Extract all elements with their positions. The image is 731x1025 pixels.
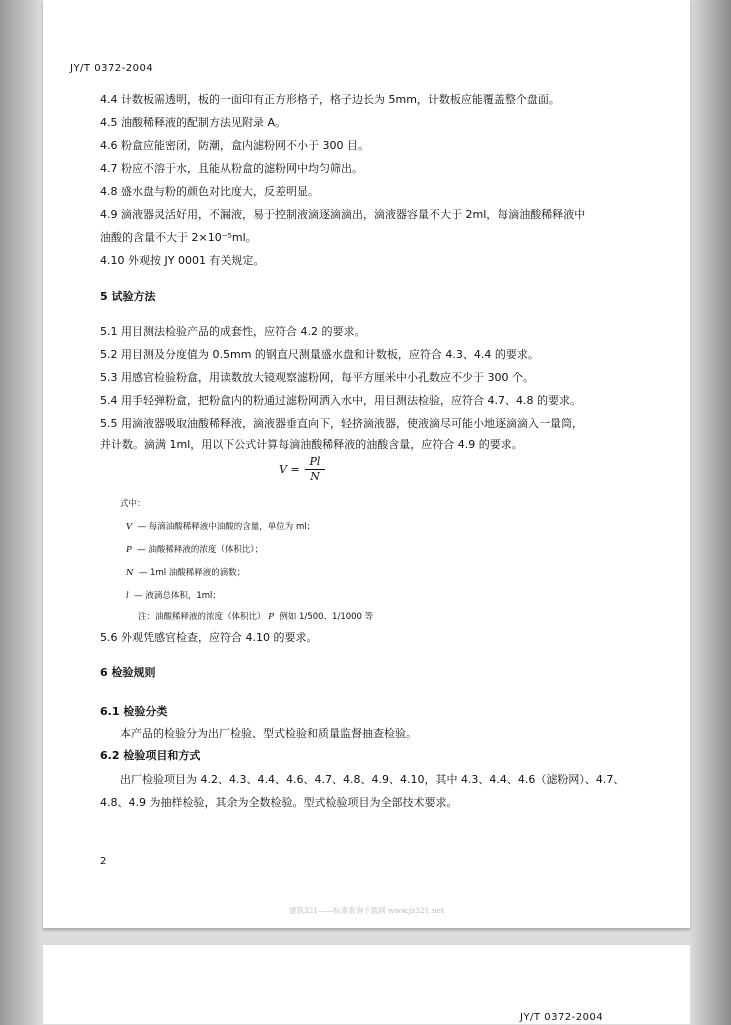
clause-4-9: 4.9 滴液器灵活好用，不漏液，易于控制液滴逐滴滴出，滴液器容量不大于 2ml，每滴油酸稀释液中	[100, 208, 586, 221]
where-item-n: N — 1ml 油酸稀释液的滴数；	[126, 568, 246, 578]
next-page	[43, 945, 690, 1024]
formula-lhs: V =	[279, 463, 300, 476]
clause-5-6: 5.6 外观凭感官检查，应符合 4.10 的要求。	[100, 631, 318, 644]
subsection-6-2-title: 6.2 检验项目和方式	[100, 749, 201, 762]
subsection-6-2-text-1: 出厂检验项目为 4.2、4.3、4.4、4.6、4.7、4.8、4.9、4.10，其中 4.3、4.4、4.6（滤粉网）、4.7、	[120, 773, 625, 786]
clause-4-4: 4.4 计数板需透明，板的一面印有正方形格子，格子边长为 5mm，计数板应能覆盖整个盘面。	[100, 93, 560, 106]
where-item-p: P — 油酸稀释液的浓度（体积比）；	[126, 545, 264, 555]
clause-5-5: 5.5 用滴液器吸取油酸稀释液，滴液器垂直向下，轻挤滴液器，使液滴尽可能小地逐滴滴入一量筒，	[100, 417, 583, 430]
where-item-v: V — 每滴油酸稀释液中油酸的含量，单位为 ml；	[126, 522, 316, 532]
note: 注：油酸稀释液的浓度（体积比） P 例如 1/500、1/1000 等	[138, 612, 374, 622]
document-page	[43, 0, 690, 928]
formula-numerator: Pl	[309, 455, 321, 468]
clause-4-10: 4.10 外观按 JY 0001 有关规定。	[100, 254, 265, 267]
clause-4-9-cont: 油酸的含量不大于 2×10⁻⁵ml。	[100, 231, 257, 244]
watermark: 建筑321——标准查询下载网 www.jz321.net	[288, 906, 445, 915]
section-6-title: 6 检验规则	[100, 666, 156, 679]
subsection-6-2-text-2: 4.8、4.9 为抽样检验，其余为全数检验。型式检验项目为全部技术要求。	[100, 796, 458, 809]
clause-5-5-cont: 并计数。滴满 1ml，用以下公式计算每滴油酸稀释液的油酸含量，应符合 4.9 的要求。	[100, 438, 523, 451]
clause-4-8: 4.8 盛水盘与粉的颜色对比度大，反差明显。	[100, 185, 319, 198]
where-item-l: l — 液滴总体积，1ml；	[126, 591, 221, 601]
subsection-6-1-text: 本产品的检验分为出厂检验、型式检验和质量监督抽查检验。	[120, 727, 417, 740]
formula	[279, 455, 349, 485]
page-number: 2	[100, 856, 107, 867]
clause-4-5: 4.5 油酸稀释液的配制方法见附录 A。	[100, 116, 287, 129]
subsection-6-1-title: 6.1 检验分类	[100, 705, 168, 718]
clause-5-4: 5.4 用手轻弹粉盒，把粉盒内的粉通过滤粉网洒入水中，用目测法检验，应符合 4.7、4.8 的要求。	[100, 394, 581, 407]
page-header: JY/T 0372-2004	[70, 63, 154, 74]
clause-4-6: 4.6 粉盒应能密闭，防潮，盒内滤粉网不小于 300 目。	[100, 139, 369, 152]
clause-4-7: 4.7 粉应不溶于水，且能从粉盒的滤粉网中均匀筛出。	[100, 162, 363, 175]
clause-5-2: 5.2 用目测及分度值为 0.5mm 的钢直尺测量盛水盘和计数板，应符合 4.3、4.4 的要求。	[100, 348, 539, 361]
next-page-header: JY/T 0372-2004	[520, 1012, 604, 1023]
formula-denominator: N	[310, 470, 320, 483]
clause-5-1: 5.1 用目测法检验产品的成套性，应符合 4.2 的要求。	[100, 325, 366, 338]
section-5-title: 5 试验方法	[100, 290, 156, 303]
clause-5-3: 5.3 用感官检验粉盒，用读数放大镜观察滤粉网，每平方厘米中小孔数应不少于 300 个。	[100, 371, 534, 384]
where-label: 式中：	[120, 499, 146, 509]
